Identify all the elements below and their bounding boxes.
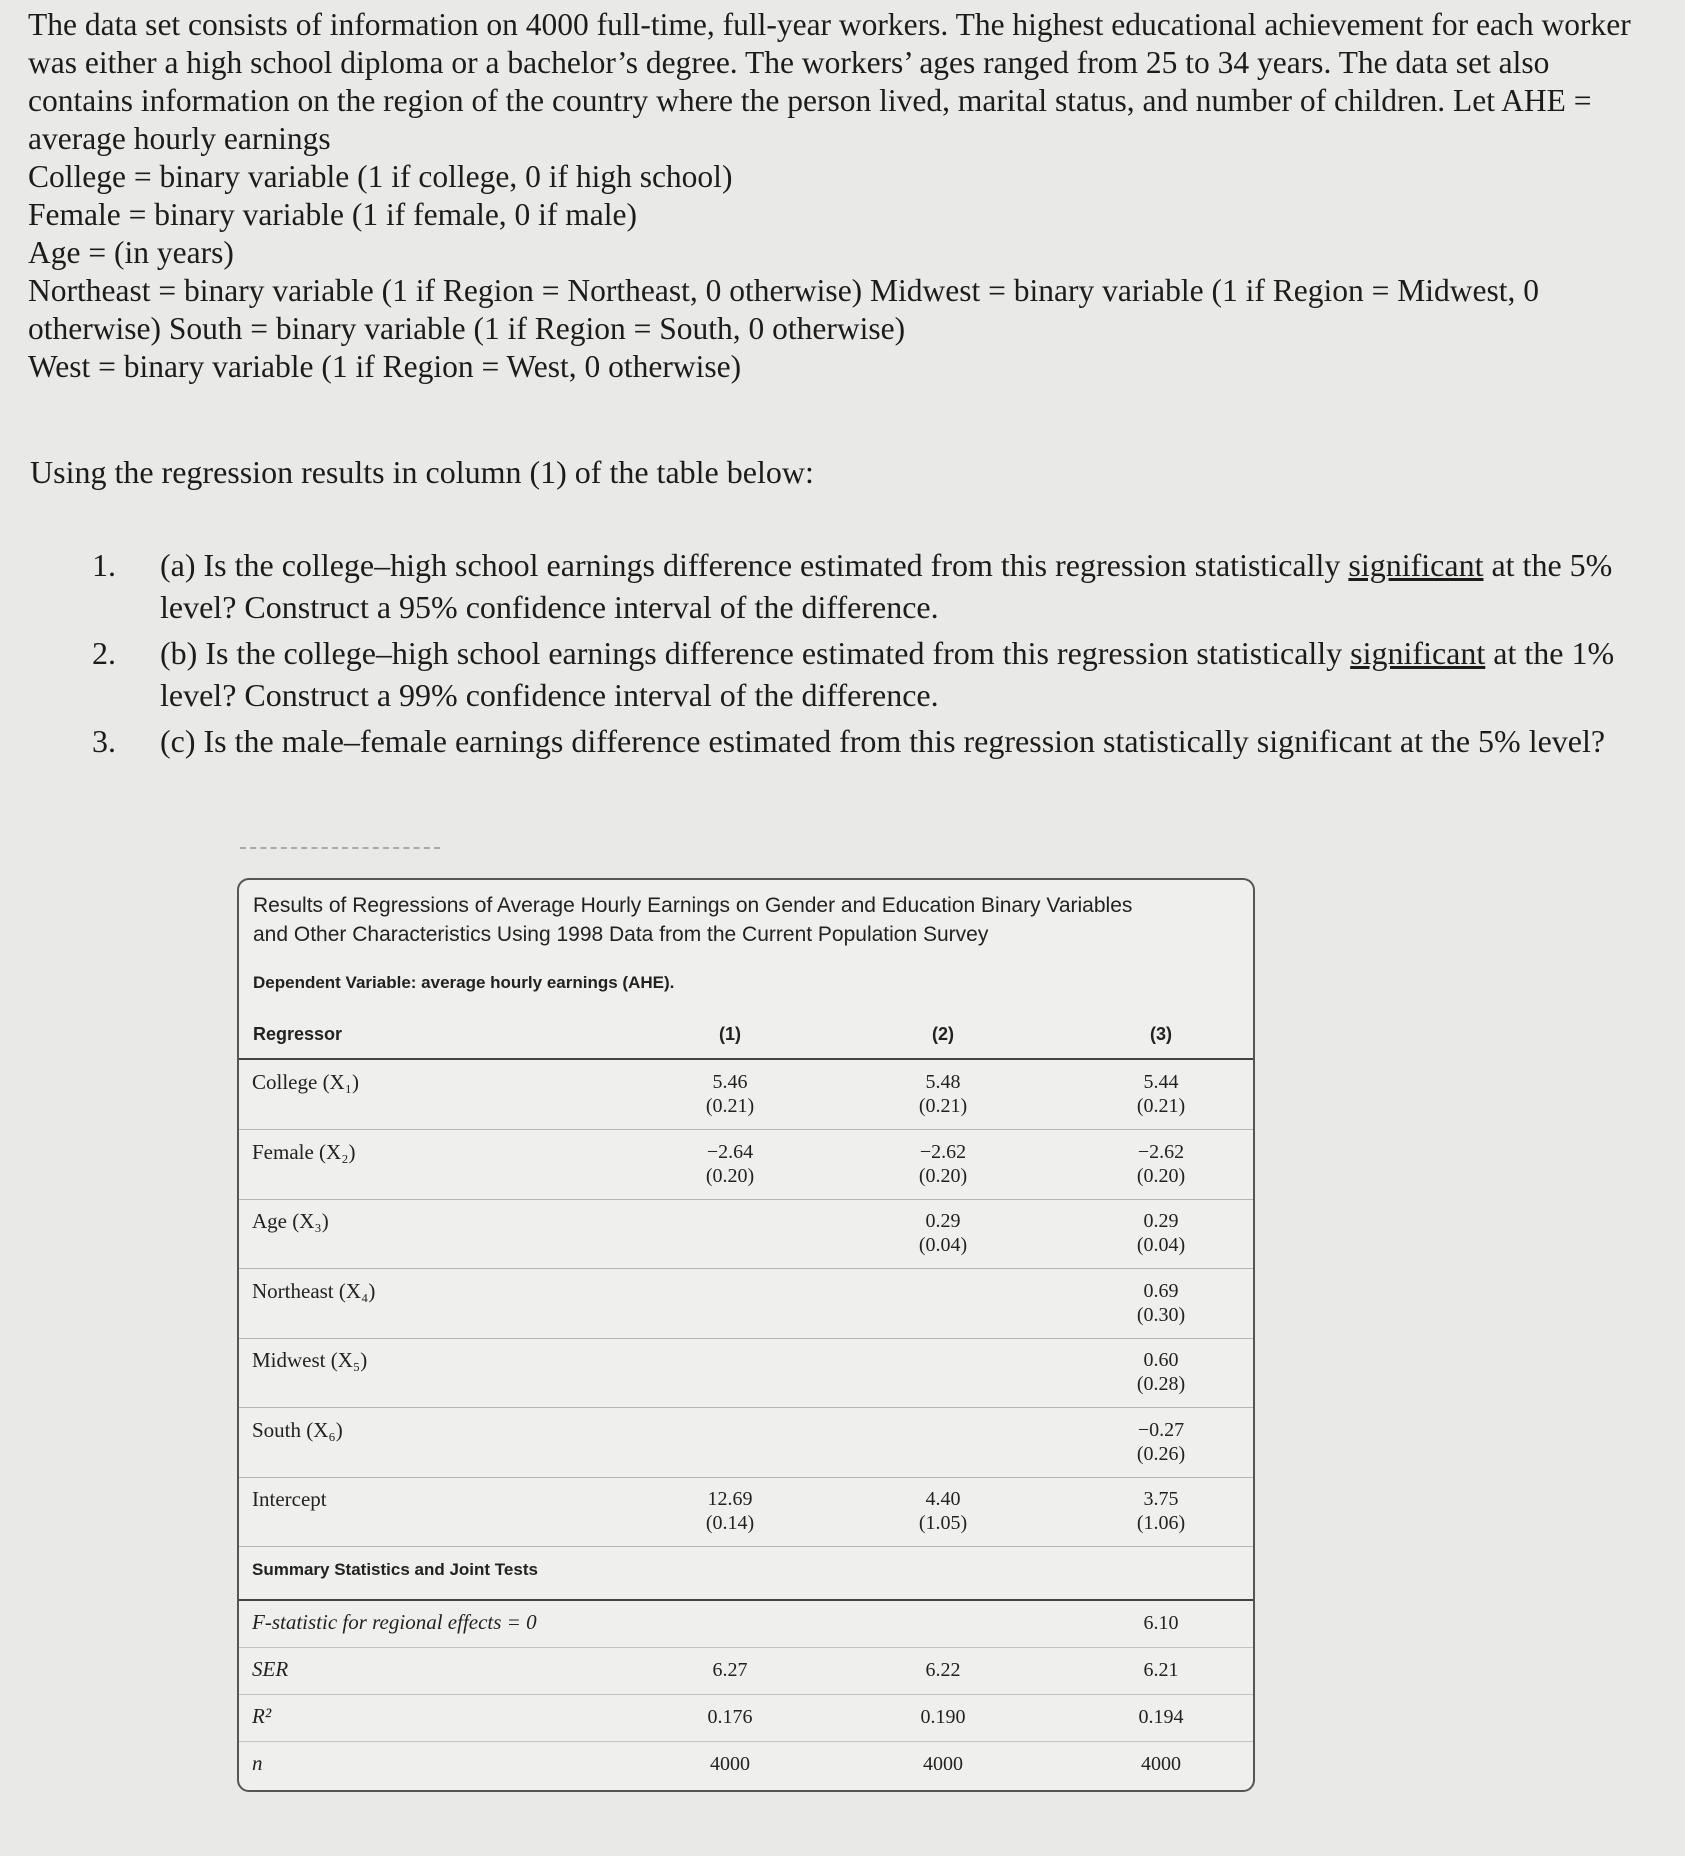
- standard-error: (0.28): [1136, 1373, 1186, 1395]
- variable-definition-college: College = binary variable (1 if college, 0 if high school): [28, 159, 733, 194]
- standard-error: (0.26): [1136, 1442, 1186, 1465]
- coefficient-value: 12.69: [707, 1488, 753, 1510]
- header-col-2: (2): [932, 1024, 954, 1044]
- divider: [240, 847, 440, 849]
- coefficient-cell: [650, 1140, 810, 1188]
- summary-label: n: [252, 1751, 263, 1775]
- header-col-1: (1): [719, 1024, 741, 1044]
- problem-intro: [28, 6, 1648, 386]
- summary-value: 4000: [1141, 1753, 1181, 1775]
- standard-error: (0.20): [1136, 1164, 1186, 1187]
- summary-label: SER: [252, 1657, 289, 1681]
- standard-error: (0.14): [705, 1512, 755, 1534]
- question-text: (b) Is the college–high school earnings difference estimated from this regression statistically: [160, 635, 1351, 671]
- question-item: [92, 632, 1662, 716]
- summary-value: 0.194: [1138, 1706, 1184, 1728]
- table-row: [239, 1060, 1253, 1130]
- regressor-label: College (X₁): [252, 1070, 360, 1094]
- variable-definition-age: Age = (in years): [28, 235, 234, 270]
- regressor-label: Midwest (X₅): [252, 1348, 368, 1372]
- standard-error: (0.20): [918, 1164, 968, 1187]
- header-regressor: Regressor: [253, 1024, 343, 1044]
- question-text: (a) Is the college–high school earnings difference estimated from this regression statistically: [160, 547, 1349, 583]
- standard-error: (0.30): [1136, 1303, 1186, 1326]
- coefficient-value: 3.75: [1143, 1488, 1179, 1510]
- summary-label: R²: [252, 1704, 272, 1728]
- coefficient-cell: [863, 1070, 1023, 1118]
- standard-error: (0.04): [1136, 1234, 1186, 1256]
- question-number: 2.: [92, 635, 116, 671]
- coefficient-cell: [1081, 1348, 1241, 1396]
- regressor-label: Age (X₃): [252, 1209, 329, 1233]
- summary-value: 4000: [710, 1753, 750, 1775]
- standard-error: (0.20): [705, 1164, 755, 1187]
- intro-paragraph: The data set consists of information on 4000 full-time, full-year workers. The highest educational achievement for each worker was either a high school diploma or a bachelor’s degree. The workers’ ages ranged from 25 to 34 years. The data set also contains information on the region of the country where the person lived, marital status, and number of children. Let AHE = average hourly earnings: [28, 7, 1631, 156]
- coefficient-value: 4.40: [925, 1488, 961, 1510]
- regressor-label: Female (X₂): [252, 1139, 356, 1164]
- coefficient-value: 0.29: [925, 1210, 961, 1232]
- table-row: [239, 1408, 1253, 1478]
- instruction-text: Using the regression results in column (1) of the table below:: [30, 454, 814, 490]
- summary-row: [239, 1601, 1253, 1648]
- coefficient-cell: [1081, 1209, 1241, 1257]
- coefficient-cell: [863, 1140, 1023, 1188]
- coefficient-cell: [650, 1487, 810, 1535]
- question-text-underlined: significant: [1350, 635, 1486, 671]
- question-list: [92, 544, 1662, 766]
- table-row: [239, 1130, 1253, 1200]
- coefficient-cell: [1081, 1140, 1241, 1188]
- question-item: [92, 544, 1662, 628]
- standard-error: (0.21): [1136, 1095, 1186, 1117]
- standard-error: (0.04): [918, 1234, 968, 1256]
- summary-header: [239, 1541, 1253, 1601]
- dependent-variable: Dependent Variable: average hourly earnings (AHE).: [253, 973, 675, 992]
- summary-title: Summary Statistics and Joint Tests: [252, 1560, 538, 1579]
- summary-value: 6.22: [925, 1659, 961, 1681]
- coefficient-value: −0.27: [1137, 1418, 1185, 1441]
- question-text-end: at the 1% level? Construct a 99% confidence interval of the difference.: [160, 635, 1615, 713]
- summary-row: [239, 1742, 1253, 1788]
- table-row: [239, 1477, 1253, 1547]
- coefficient-cell: [863, 1487, 1023, 1535]
- standard-error: (1.05): [918, 1512, 968, 1534]
- summary-value: 0.176: [707, 1706, 753, 1728]
- standard-error: (0.21): [918, 1095, 968, 1117]
- summary-row: [239, 1648, 1253, 1695]
- summary-value: 6.27: [712, 1659, 748, 1681]
- summary-value: 6.21: [1143, 1659, 1179, 1681]
- table-title: Results of Regressions of Average Hourly Earnings on Gender and Education Binary Variables and Other Characteristics Using 1998 Data from the Current Population Survey: [253, 894, 1133, 946]
- question-text-underlined: significant: [1348, 547, 1484, 583]
- standard-error: (0.21): [705, 1095, 755, 1117]
- coefficient-cell: [1081, 1279, 1241, 1327]
- question-number: 1.: [92, 547, 116, 583]
- regressor-label: South (X₆): [252, 1417, 343, 1442]
- question-text-end: at the 5% level? Construct a 95% confidence interval of the difference.: [160, 547, 1613, 625]
- question-item: [92, 720, 1662, 762]
- coefficient-cell: [1081, 1418, 1241, 1466]
- question-number: 3.: [92, 723, 116, 759]
- table-row: [239, 1269, 1253, 1339]
- coefficient-value: 0.69: [1143, 1279, 1179, 1302]
- coefficient-value: −2.64: [706, 1140, 754, 1163]
- regression-table: [237, 878, 1255, 1792]
- summary-label: F-statistic for regional effects = 0: [252, 1610, 537, 1634]
- coefficient-value: 5.48: [925, 1071, 961, 1093]
- variable-definition-west: West = binary variable (1 if Region = West, 0 otherwise): [28, 349, 742, 384]
- header-col-3: (3): [1150, 1024, 1172, 1044]
- coefficient-value: −2.62: [1137, 1140, 1185, 1163]
- variable-definition-female: Female = binary variable (1 if female, 0 if male): [28, 197, 638, 232]
- coefficient-cell: [863, 1209, 1023, 1257]
- summary-value: 4000: [923, 1753, 963, 1775]
- regressor-label: Intercept: [252, 1487, 327, 1511]
- coefficient-value: −2.62: [919, 1140, 967, 1163]
- regressor-label: Northeast (X₄): [252, 1278, 376, 1303]
- table-row: [239, 1338, 1253, 1408]
- coefficient-cell: [1081, 1487, 1241, 1535]
- summary-value: 0.190: [920, 1706, 966, 1728]
- variable-definition-regions: Northeast = binary variable (1 if Region = Northeast, 0 otherwise) Midwest = binary variable (1 if Region = Midwest, 0 otherwise) South = binary variable (1 if Region = South, 0 otherwise): [28, 273, 1539, 346]
- coefficient-cell: [1081, 1070, 1241, 1118]
- coefficient-cell: [650, 1070, 810, 1118]
- question-text: (c) Is the male–female earnings difference estimated from this regression statistically significant at the 5% level?: [160, 723, 1606, 759]
- summary-row: [239, 1695, 1253, 1742]
- standard-error: (1.06): [1136, 1512, 1186, 1534]
- table-row: [239, 1199, 1253, 1269]
- summary-value: 6.10: [1143, 1612, 1179, 1634]
- coefficient-value: 5.44: [1143, 1071, 1179, 1093]
- table-header: [239, 1018, 1253, 1060]
- coefficient-value: 0.29: [1143, 1210, 1179, 1232]
- coefficient-value: 5.46: [712, 1071, 748, 1093]
- coefficient-value: 0.60: [1143, 1349, 1179, 1371]
